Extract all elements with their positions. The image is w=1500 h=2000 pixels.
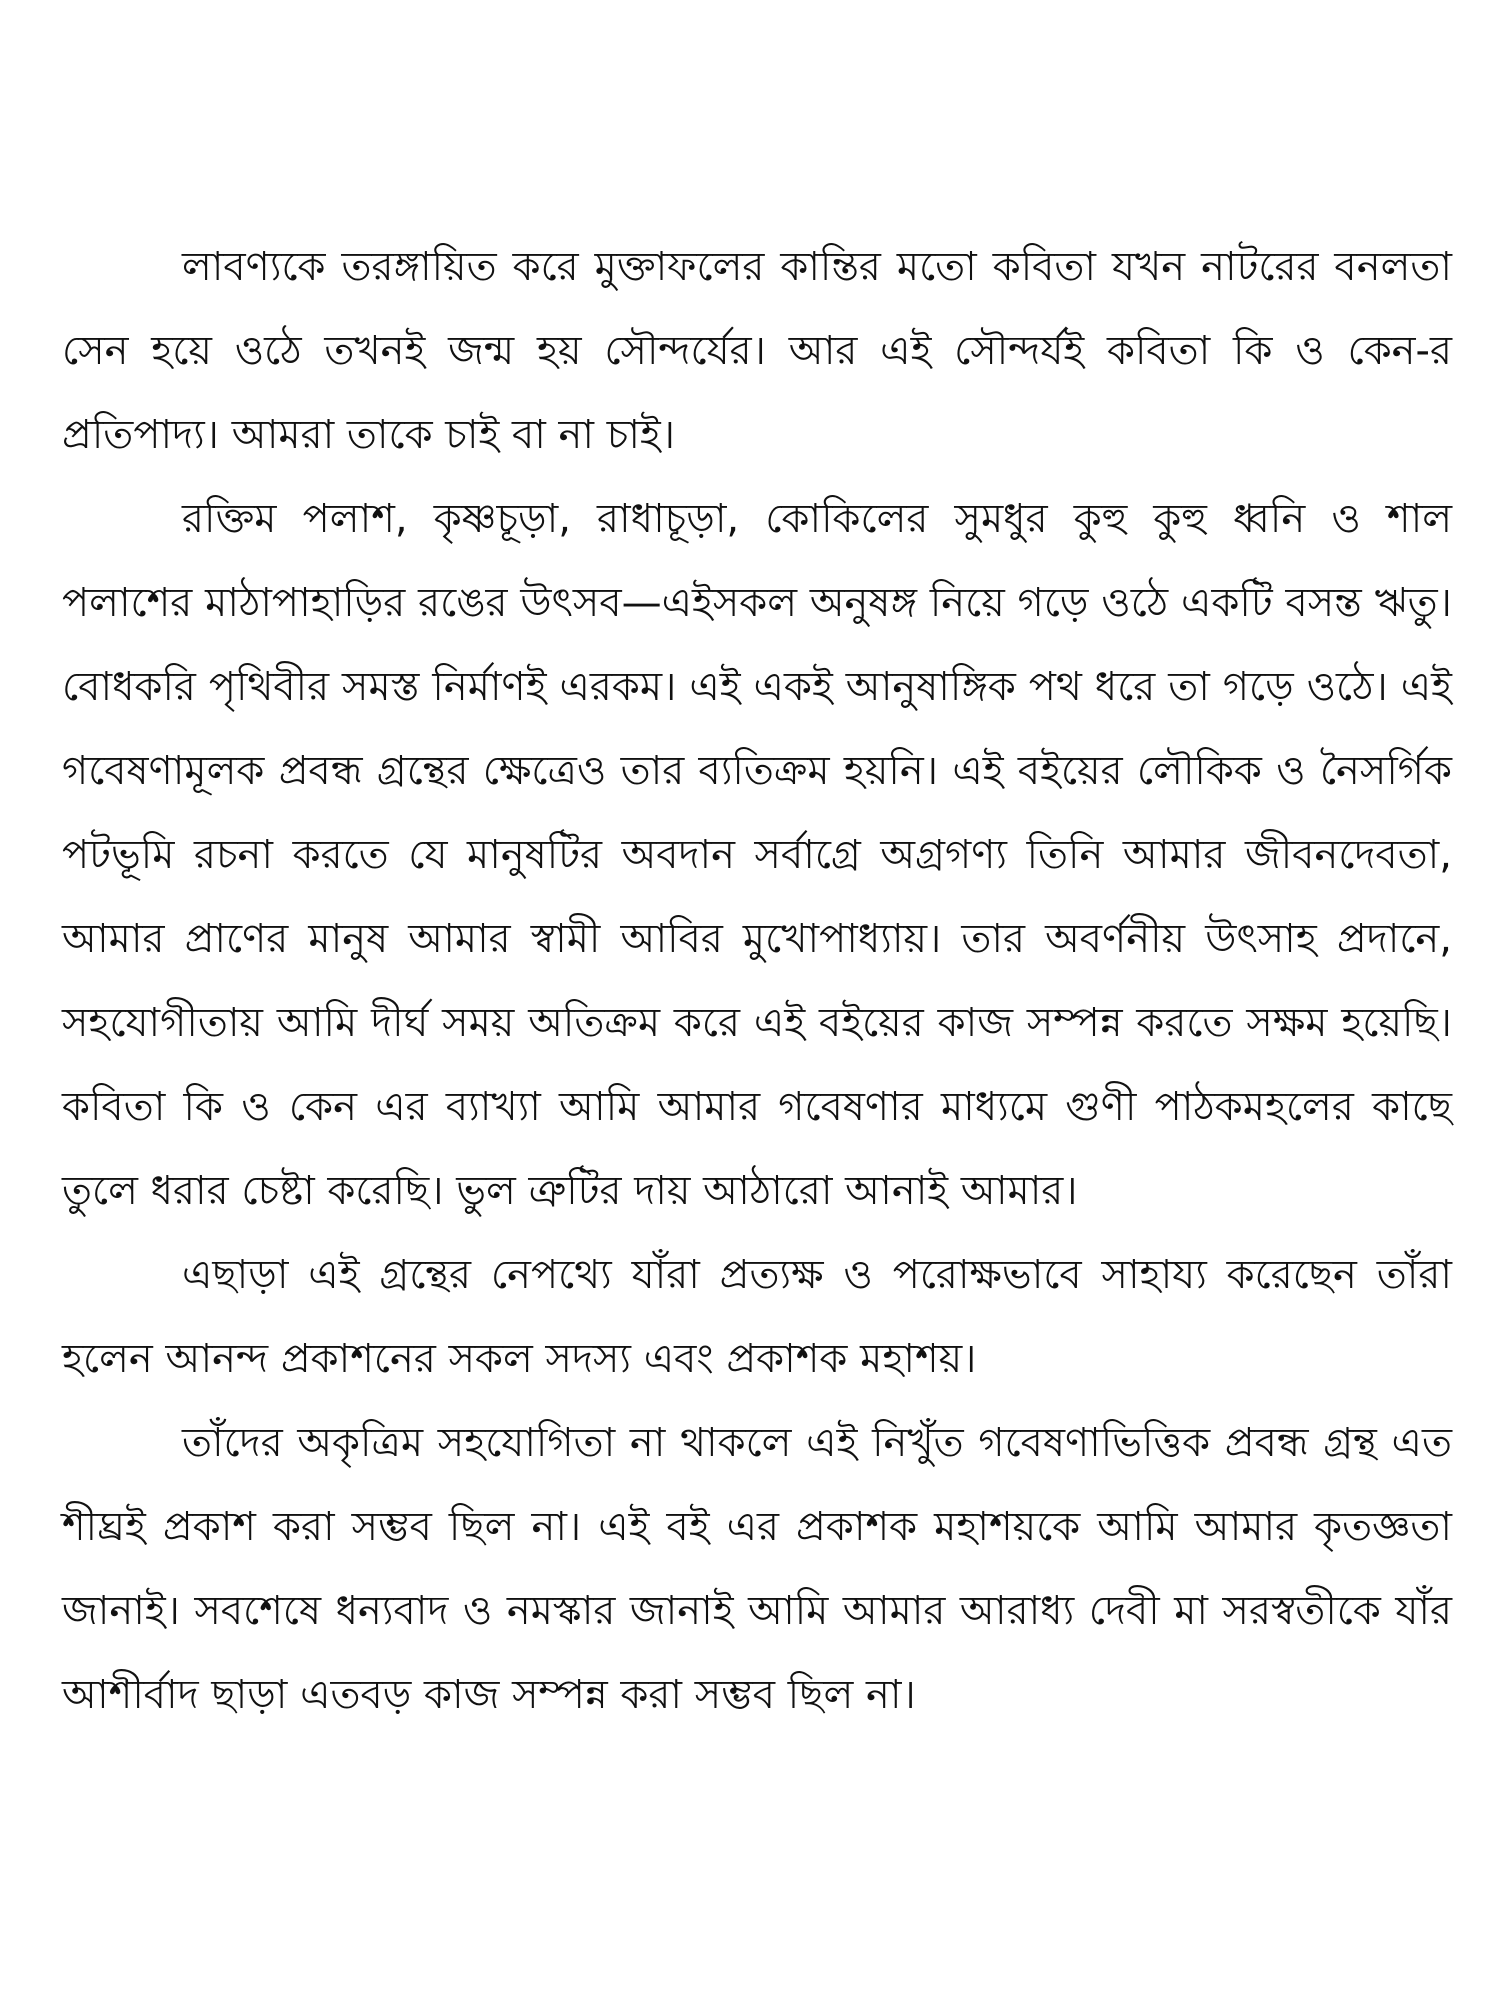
paragraph-3: এছাড়া এই গ্রন্থের নেপথ্যে যাঁরা প্রত্যক্ষ ও পরোক্ষভাবে সাহায্য করেছেন তাঁরা হলেন আনন্দ প্রকাশনের সকল সদস্য এবং প্রকাশক মহাশয়। [62,1252,1452,1382]
body-text [62,225,1452,1737]
paragraph-2: রক্তিম পলাশ, কৃষ্ণচূড়া, রাধাচূড়া, কোকিলের সুমধুর কুহু কুহু ধ্বনি ও শাল পলাশের মাঠাপাহাড়ির রঙের উৎসব—এইসকল অনুষঙ্গ নিয়ে গড়ে ওঠে একটি বসন্ত ঋতু। বোধকরি পৃথিবীর সমস্ত নির্মাণই এরকম। এই একই আনুষাঙ্গিক পথ ধরে তা গড়ে ওঠে। এই গবেষণামূলক প্রবন্ধ গ্রন্থের ক্ষেত্রেও তার ব্যতিক্রম হয়নি। এই বইয়ের লৌকিক ও নৈসর্গিক পটভূমি রচনা করতে যে মানুষটির অবদান সর্বাগ্রে অগ্রগণ্য তিনি আমার জীবনদেবতা, আমার প্রাণের মানুষ আমার স্বামী আবির মুখোপাধ্যায়। তার অবর্ণনীয় উৎসাহ প্রদানে, সহযোগীতায় আমি দীর্ঘ সময় অতিক্রম করে এই বইয়ের কাজ সম্পন্ন করতে সক্ষম হয়েছি। কবিতা কি ও কেন এর ব্যাখ্যা আমি আমার গবেষণার মাধ্যমে গুণী পাঠকমহলের কাছে তুলে ধরার চেষ্টা করেছি। ভুল ত্রুটির দায় আঠারো আনাই আমার। [62,496,1452,1214]
paragraph-1: লাবণ্যকে তরঙ্গায়িত করে মুক্তাফলের কান্তির মতো কবিতা যখন নাটরের বনলতা সেন হয়ে ওঠে তখনই জন্ম হয় সৌন্দর্যের। আর এই সৌন্দর্যই কবিতা কি ও কেন-র প্রতিপাদ্য। আমরা তাকে চাই বা না চাই। [62,244,1452,458]
paragraph-4: তাঁদের অকৃত্রিম সহযোগিতা না থাকলে এই নিখুঁত গবেষণাভিত্তিক প্রবন্ধ গ্রন্থ এত শীঘ্রই প্রকাশ করা সম্ভব ছিল না। এই বই এর প্রকাশক মহাশয়কে আমি আমার কৃতজ্ঞতা জানাই। সবশেষে ধন্যবাদ ও নমস্কার জানাই আমি আমার আরাধ্য দেবী মা সরস্বতীকে যাঁর আশীর্বাদ ছাড়া এতবড় কাজ সম্পন্ন করা সম্ভব ছিল না। [62,1420,1452,1718]
